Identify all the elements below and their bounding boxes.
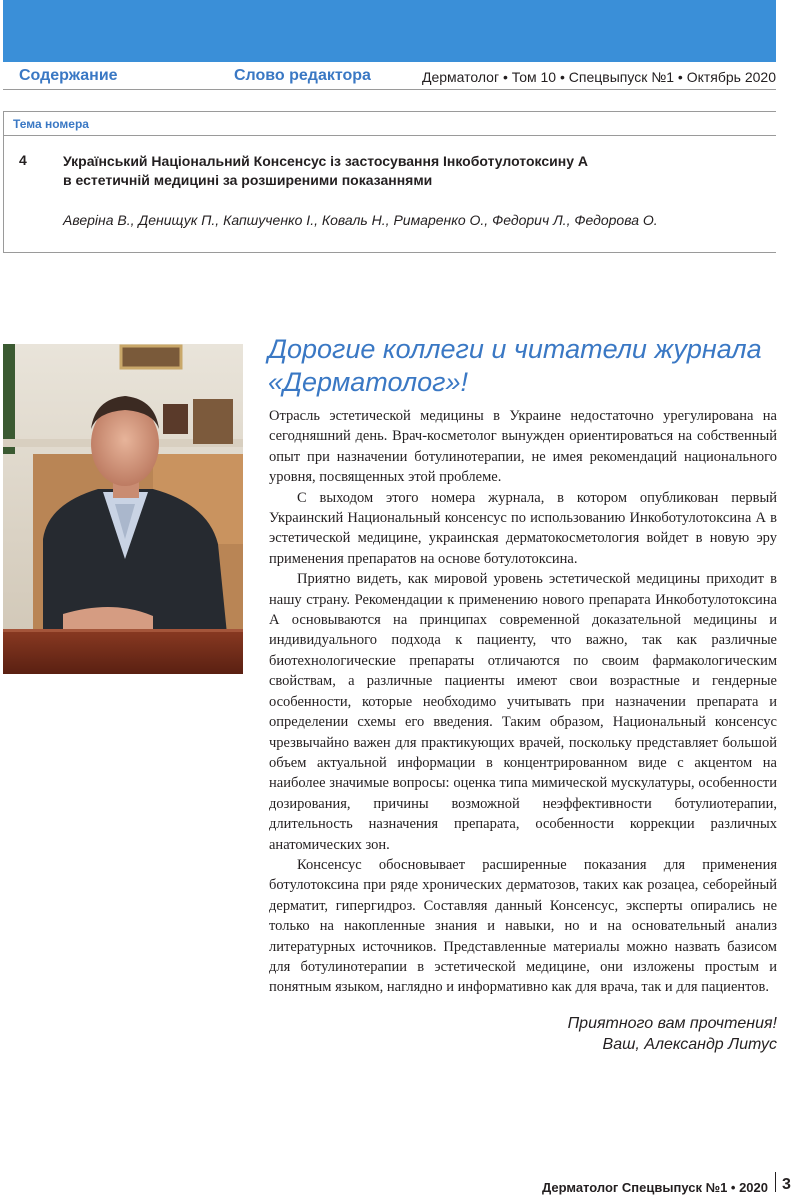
nav-editor-link[interactable]: Слово редактора [234,67,371,84]
editorial-paragraph: Отрасль эстетической медицины в Украине недостаточно урегулирована на сегодняшний день. Врач-косметолог вынужден ориентироваться на собственный опыт при назначении ботулинотерапии, не имея рекомендаций национального уровня, посвященных этой проблеме. [269,408,777,486]
editorial-title [268,333,778,399]
editorial-title-line: Дорогие коллеги и читатели журнала [268,334,762,364]
editorial-title-line: «Дерматолог»! [268,367,468,397]
editorial-closing [568,1013,777,1055]
toc-authors: Аверіна В., Денищук П., Капшученко І., Коваль Н., Римаренко О., Федорич Л., Федорова О. [63,212,658,228]
editorial-paragraph: Приятно видеть, как мировой уровень эстетической медицины приходит в нашу страну. Рекомендации к применению нового препарата Инкоботулотоксина А основываются на принципах современной доказательной медицины и индивидуального подхода к пациенту, что важно, так как различные биотехнологические препараты отличаются по своим фармакологическим свойствам, а различные пациенты имеют свои возрастные и гендерные особенности, которые необходимо учитывать при назначении препарата и определении схемы его введения. Таким образом, Национальный консенсус чрезвычайно важен для практикующих врачей, поскольку представляет большой объем актуальной информации в концентрированном виде с акцентом на наиболее значимые вопросы: оценка типа мимической мускулатуры, особенности дозирования, причины возможной неэффективности ботулиотерапии, длительность назначения препарата, особенности коррекции различных анатомических зон. [269,571,777,853]
closing-greeting: Приятного вам прочтения! [567,1015,777,1032]
toc-box [3,111,776,253]
nav-contents-link[interactable]: Содержание [19,67,118,84]
editor-portrait-image [3,344,243,674]
page-number: 3 [782,1176,791,1193]
header-nav [3,63,776,90]
editorial-paragraph: Консенсус обосновывает расширенные показания для применения ботулотоксина при ряде хронических дерматозов, таких как розацеа, себорейный дерматит, гипергидроз. Составляя данный Консенсус, эксперты опирались не только на накопленные знания и навыки, но и на основательный анализ литературных источников. Представленные материалы можно назвать базисом для ботулинотерапии в эстетической медицине, они изложены простым и понятным языком, наглядно и информативно как для врача, так и для пациентов. [269,856,777,996]
toc-header [4,112,776,136]
toc-section-label: Тема номера [13,117,89,131]
toc-title-line: Український Національний Консенсус із застосування Інкоботулотоксину А [63,153,588,169]
footer-journal: Дерматолог Спецвыпуск №1 • 2020 [541,1180,768,1195]
toc-article-title-link[interactable] [63,152,703,190]
editorial-body [269,406,777,998]
toc-title-line: в естетичній медицині за розширеними показаннями [63,172,433,188]
footer-divider [775,1172,776,1192]
closing-signature: Ваш, Александр Литус [602,1036,777,1053]
toc-page-number: 4 [19,152,27,168]
header-color-bar [3,0,776,62]
editorial-paragraph: С выходом этого номера журнала, в котором опубликован первый Украинский Национальный консенсус по использованию Инкоботулотоксина А в эстетической медицине, украинская дерматокосметология войдет в новую эру применения препаратов на основе ботулотоксина. [269,489,777,567]
journal-info: Дерматолог • Том 10 • Спецвыпуск №1 • Октябрь 2020 [421,69,776,85]
editor-photo [3,344,243,674]
